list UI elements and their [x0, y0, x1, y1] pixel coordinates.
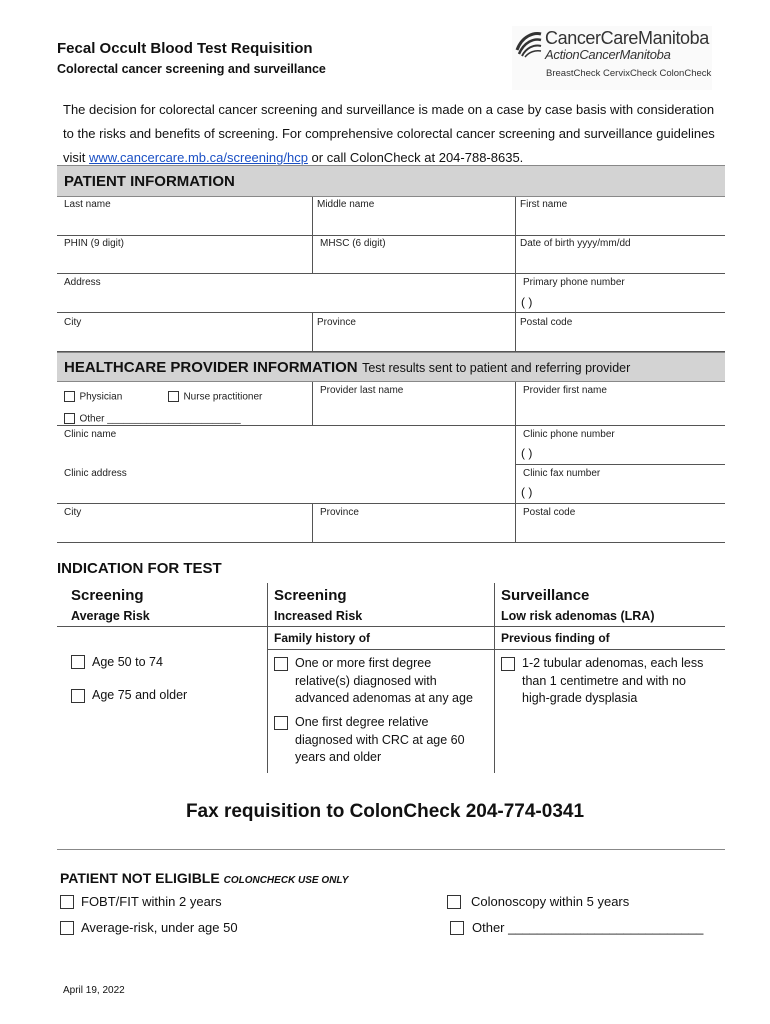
divider	[57, 849, 725, 850]
fobt-label: FOBT/FIT within 2 years	[81, 894, 222, 909]
logo-line-1: CancerCareManitoba	[545, 28, 709, 48]
first-degree-crc-checkbox[interactable]	[274, 716, 288, 730]
provider-section-header	[57, 352, 725, 382]
clinic-province-field[interactable]: Province	[320, 507, 359, 518]
screening-inc-title: Screening	[274, 587, 347, 604]
cancercare-logo	[512, 26, 712, 90]
middle-name-field[interactable]: Middle name	[317, 199, 375, 210]
divider	[267, 649, 725, 650]
clinic-fax-field[interactable]: Clinic fax number	[523, 468, 601, 479]
divider	[57, 235, 725, 236]
physician-checkbox[interactable]	[64, 391, 75, 402]
physician-option[interactable]	[64, 388, 122, 406]
other-option[interactable]	[64, 410, 241, 428]
form-date: April 19, 2022	[63, 985, 125, 996]
first-degree-adenoma-label: One or more first degree relative(s) diagnosed with advanced adenomas at any age	[295, 656, 473, 705]
divider	[515, 382, 516, 543]
postal-code-field[interactable]: Postal code	[520, 317, 573, 328]
divider	[515, 464, 725, 465]
avg-risk-under-50-label: Average-risk, under age 50	[81, 920, 238, 935]
fobt-checkbox[interactable]	[60, 895, 74, 909]
surveillance-title: Surveillance	[501, 587, 590, 604]
province-field[interactable]: Province	[317, 317, 356, 328]
other-not-eligible-checkbox[interactable]	[450, 921, 464, 935]
divider	[312, 503, 313, 543]
phin-field[interactable]: PHIN (9 digit)	[64, 238, 125, 249]
first-name-field[interactable]: First name	[520, 199, 568, 210]
family-history-label: Family history of	[274, 631, 371, 645]
indication-heading: INDICATION FOR TEST	[57, 560, 222, 577]
provider-first-name-field[interactable]: Provider first name	[523, 385, 607, 396]
divider	[57, 542, 725, 543]
clinic-phone-parens: ( )	[521, 446, 533, 460]
first-degree-adenoma-checkbox[interactable]	[274, 657, 288, 671]
provider-last-name-field[interactable]: Provider last name	[320, 385, 404, 396]
not-eligible-section	[60, 870, 348, 886]
clinic-address-field[interactable]: Clinic address	[64, 468, 127, 479]
screening-avg-title: Screening	[71, 587, 144, 604]
screening-avg-subtitle: Average Risk	[71, 609, 150, 623]
age-50-74-label: Age 50 to 74	[92, 655, 163, 669]
not-eligible-heading: PATIENT NOT ELIGIBLE	[60, 870, 220, 886]
divider	[312, 312, 313, 352]
clinic-name-field[interactable]: Clinic name	[64, 429, 117, 440]
divider	[57, 312, 725, 313]
fax-instruction: Fax requisition to ColonCheck 204-774-0341	[185, 801, 585, 822]
nurse-label: Nurse practitioner	[183, 391, 263, 403]
intro-text-end: or call ColonCheck at 204-788-8635.	[307, 150, 524, 165]
form-title: Fecal Occult Blood Test Requisition	[57, 40, 313, 57]
last-name-field[interactable]: Last name	[64, 199, 111, 210]
mhsc-field[interactable]: MHSC (6 digit)	[320, 238, 386, 249]
previous-finding-label: Previous finding of	[501, 631, 610, 645]
colonoscopy-checkbox[interactable]	[447, 895, 461, 909]
first-degree-crc-label: One first degree relative diagnosed with CRC at age 60 years and older	[295, 715, 465, 764]
colonoscopy-label: Colonoscopy within 5 years	[471, 894, 630, 909]
physician-label: Physician	[79, 391, 123, 403]
swirl-logo-icon	[514, 28, 544, 58]
clinic-postal-code-field[interactable]: Postal code	[523, 507, 576, 518]
intro-paragraph	[63, 98, 723, 170]
patient-section-header	[57, 165, 725, 197]
other-not-eligible-label: Other ___________________________	[472, 920, 704, 935]
divider	[494, 583, 495, 773]
screening-inc-subtitle: Increased Risk	[274, 609, 363, 623]
dob-field[interactable]: Date of birth yyyy/mm/dd	[520, 238, 631, 249]
intro-text: The decision for colorectal cancer screening and surveillance is made on a case by case basis with consideration to the risks and benefits of screening. For comprehensive colorectal cancer screening and surveillance guidelines visit	[63, 102, 715, 165]
logo-line-2: ActionCancerManitoba	[545, 47, 671, 62]
divider	[57, 273, 725, 274]
surveillance-subtitle: Low risk adenomas (LRA)	[501, 609, 655, 623]
divider	[312, 197, 313, 274]
divider	[515, 197, 516, 352]
other-label: Other ________________________	[79, 413, 241, 425]
divider	[57, 626, 725, 627]
age-75-older-label: Age 75 and older	[92, 688, 188, 702]
nurse-option[interactable]	[168, 388, 262, 406]
address-field[interactable]: Address	[64, 277, 101, 288]
nurse-checkbox[interactable]	[168, 391, 179, 402]
clinic-phone-field[interactable]: Clinic phone number	[523, 429, 615, 440]
tubular-adenoma-checkbox[interactable]	[501, 657, 515, 671]
logo-line-3: BreastCheck CervixCheck ColonCheck	[546, 68, 712, 79]
form-subtitle: Colorectal cancer screening and surveillance	[57, 62, 326, 76]
age-50-74-checkbox[interactable]	[71, 655, 85, 669]
divider	[57, 503, 725, 504]
clinic-fax-parens: ( )	[521, 485, 533, 499]
provider-heading: HEALTHCARE PROVIDER INFORMATION	[64, 359, 358, 376]
tubular-adenoma-label: 1-2 tubular adenomas, each less than 1 centimetre and with no high-grade dysplasia	[522, 656, 704, 705]
phone-parens: ( )	[521, 295, 533, 309]
guidelines-link[interactable]: www.cancercare.mb.ca/screening/hcp	[89, 150, 308, 165]
patient-heading: PATIENT INFORMATION	[64, 173, 235, 190]
coloncheck-use-only-note: COLONCHECK USE ONLY	[223, 875, 349, 886]
provider-note: Test results sent to patient and referring provider	[362, 361, 631, 375]
divider	[312, 382, 313, 426]
primary-phone-field[interactable]: Primary phone number	[523, 277, 625, 288]
clinic-city-field[interactable]: City	[64, 507, 82, 518]
age-75-older-checkbox[interactable]	[71, 689, 85, 703]
avg-risk-under-50-checkbox[interactable]	[60, 921, 74, 935]
other-checkbox[interactable]	[64, 413, 75, 424]
divider	[267, 583, 268, 773]
city-field[interactable]: City	[64, 317, 82, 328]
